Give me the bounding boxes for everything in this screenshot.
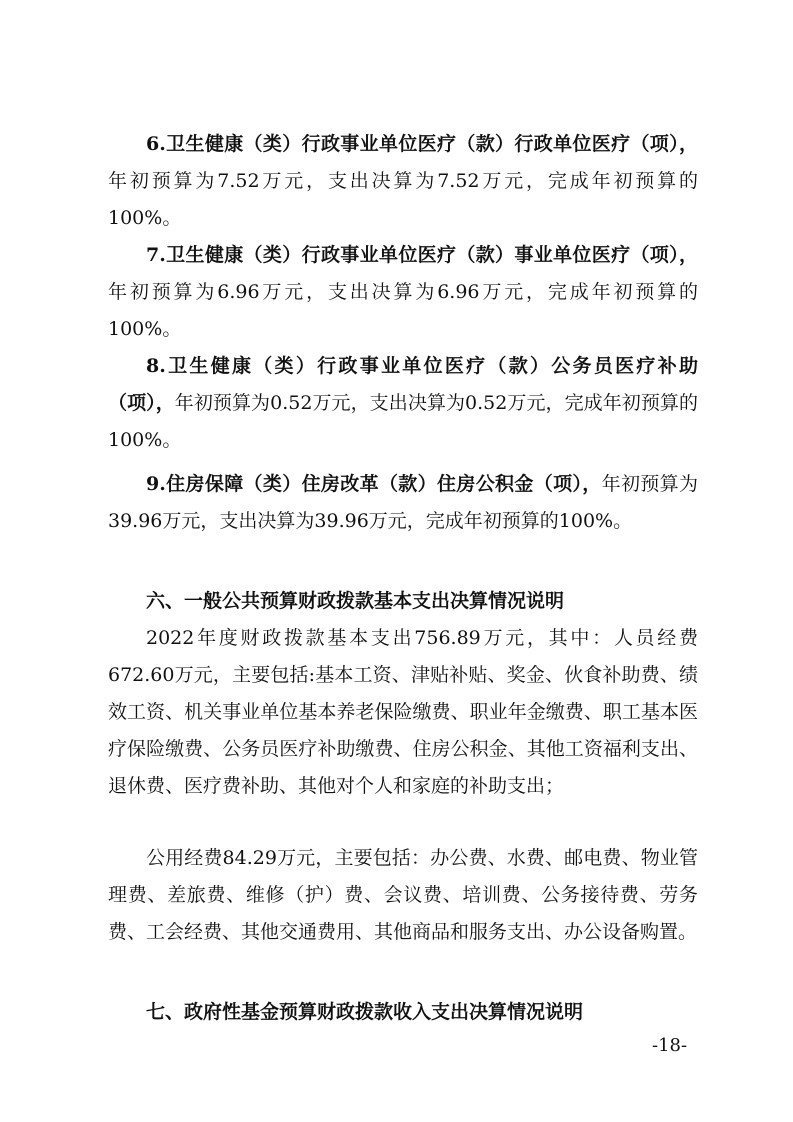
item-9-title: 9.住房保障（类）住房改革（款）住房公积金（项）， <box>146 473 602 495</box>
item-6-text: 年初预算为7.52万元，支出决算为7.52万元，完成年初预算的100%。 <box>108 170 698 229</box>
item-8-title: 8.卫生健康（类）行政事业单位医疗（款）公务员医疗补助（项）， <box>108 355 698 414</box>
section-6-heading: 六、一般公共预算财政拨款基本支出决算情况说明 <box>146 590 565 612</box>
page-number: -18- <box>652 1035 688 1056</box>
item-6 <box>108 126 698 237</box>
item-7-text: 年初预算为6.96万元，支出决算为6.96万元，完成年初预算的100%。 <box>108 281 698 340</box>
item-9-text: 年初预算为39.96万元，支出决算为39.96万元，完成年初预算的100%。 <box>108 473 698 532</box>
item-8 <box>108 348 698 459</box>
item-8-text: 年初预算为0.52万元，支出决算为0.52万元，完成年初预算的100%。 <box>108 392 698 451</box>
section-6-paragraph-2: 公用经费84.29万元，主要包括：办公费、水费、邮电费、物业管理费、差旅费、维修（护）费、会议费、培训费、公务接待费、劳务费、工会经费、其他交通费用、其他商品和服务支出、办公设备购置。 <box>108 847 698 943</box>
item-6-title: 6.卫生健康（类）行政事业单位医疗（款）行政单位医疗（项）， <box>146 133 698 155</box>
item-7-title: 7.卫生健康（类）行政事业单位医疗（款）事业单位医疗（项）， <box>146 244 698 266</box>
section-7-heading: 七、政府性基金预算财政拨款收入支出决算情况说明 <box>146 1001 584 1023</box>
item-9 <box>108 466 698 540</box>
section-6-paragraph-1: 2022年度财政拨款基本支出756.89万元，其中：人员经费672.60万元，主要包括:基本工资、津贴补贴、奖金、伙食补助费、绩效工资、机关事业单位基本养老保险缴费、职业年金缴费、职工基本医疗保险缴费、公务员医疗补助缴费、住房公积金、其他工资福利支出、退休费、医疗费补助、其他对个人和家庭的补助支出； <box>108 627 698 797</box>
item-7 <box>108 237 698 348</box>
